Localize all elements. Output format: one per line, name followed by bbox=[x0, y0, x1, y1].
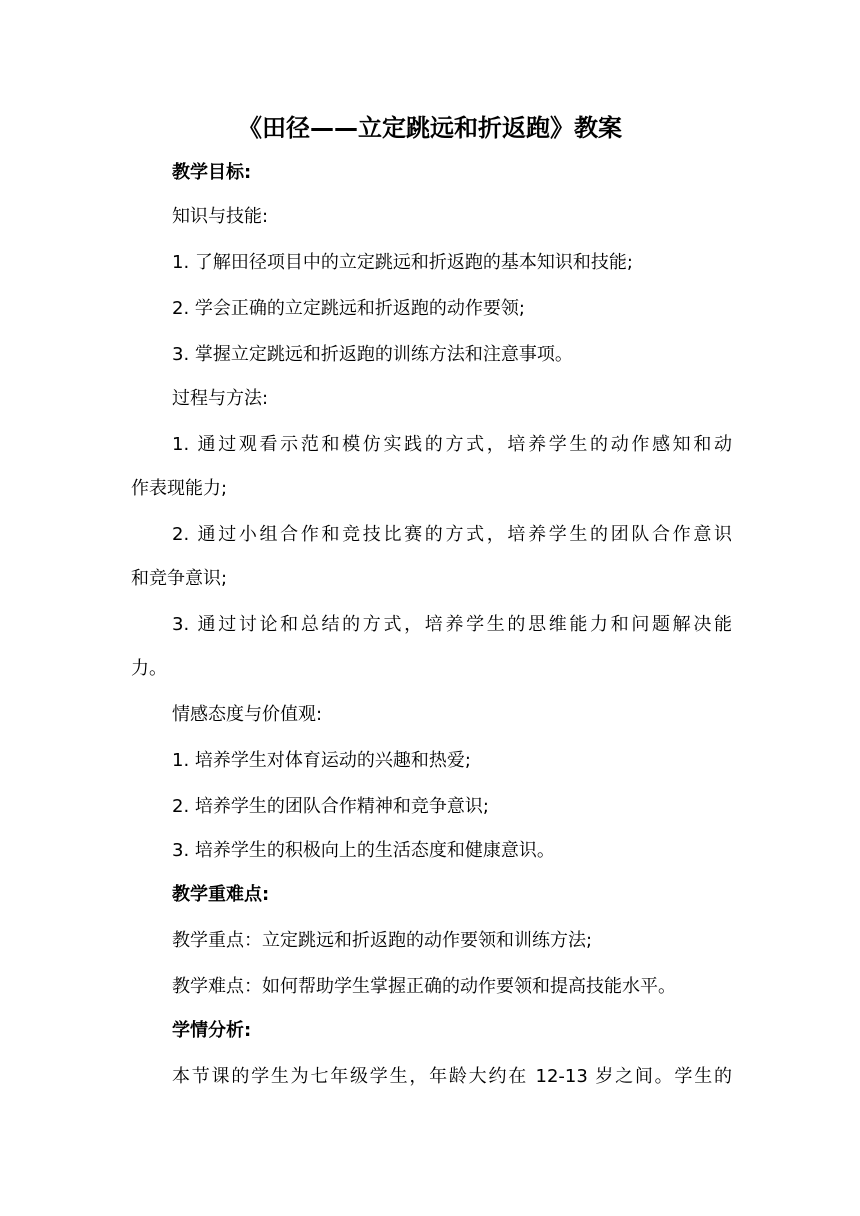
document-title: 《田径——立定跳远和折返跑》教案 bbox=[238, 114, 622, 142]
emotion-item: 2. 培养学生的团队合作精神和竞争意识; bbox=[172, 796, 489, 817]
process-item: 3. 通过讨论和总结的方式，培养学生的思维能力和问题解决能 bbox=[172, 614, 732, 635]
process-item: 2. 通过小组合作和竞技比赛的方式，培养学生的团队合作意识 bbox=[172, 524, 732, 545]
knowledge-label: 知识与技能: bbox=[172, 206, 269, 227]
key-points-heading: 教学重难点: bbox=[172, 884, 270, 905]
process-item-continuation: 作表现能力; bbox=[131, 478, 228, 499]
emotion-item: 1. 培养学生对体育运动的兴趣和热爱; bbox=[172, 750, 471, 771]
process-item: 1. 通过观看示范和模仿实践的方式，培养学生的动作感知和动 bbox=[172, 434, 732, 455]
knowledge-item: 1. 了解田径项目中的立定跳远和折返跑的基本知识和技能; bbox=[172, 252, 633, 273]
objectives-heading: 教学目标: bbox=[172, 162, 252, 183]
analysis-text: 本节课的学生为七年级学生，年龄大约在 12-13 岁之间。学生的 bbox=[172, 1066, 732, 1087]
emotion-label: 情感态度与价值观: bbox=[172, 704, 323, 725]
knowledge-item: 2. 学会正确的立定跳远和折返跑的动作要领; bbox=[172, 298, 525, 319]
process-label: 过程与方法: bbox=[172, 388, 269, 409]
analysis-heading: 学情分析: bbox=[172, 1020, 252, 1041]
emotion-item: 3. 培养学生的积极向上的生活态度和健康意识。 bbox=[172, 840, 555, 861]
key-focus-text: 教学重点：立定跳远和折返跑的动作要领和训练方法; bbox=[172, 930, 593, 951]
process-item-continuation: 力。 bbox=[131, 658, 167, 679]
process-item-continuation: 和竞争意识; bbox=[131, 568, 228, 589]
knowledge-item: 3. 掌握立定跳远和折返跑的训练方法和注意事项。 bbox=[172, 344, 573, 365]
key-difficulty-text: 教学难点：如何帮助学生掌握正确的动作要领和提高技能水平。 bbox=[172, 976, 676, 997]
